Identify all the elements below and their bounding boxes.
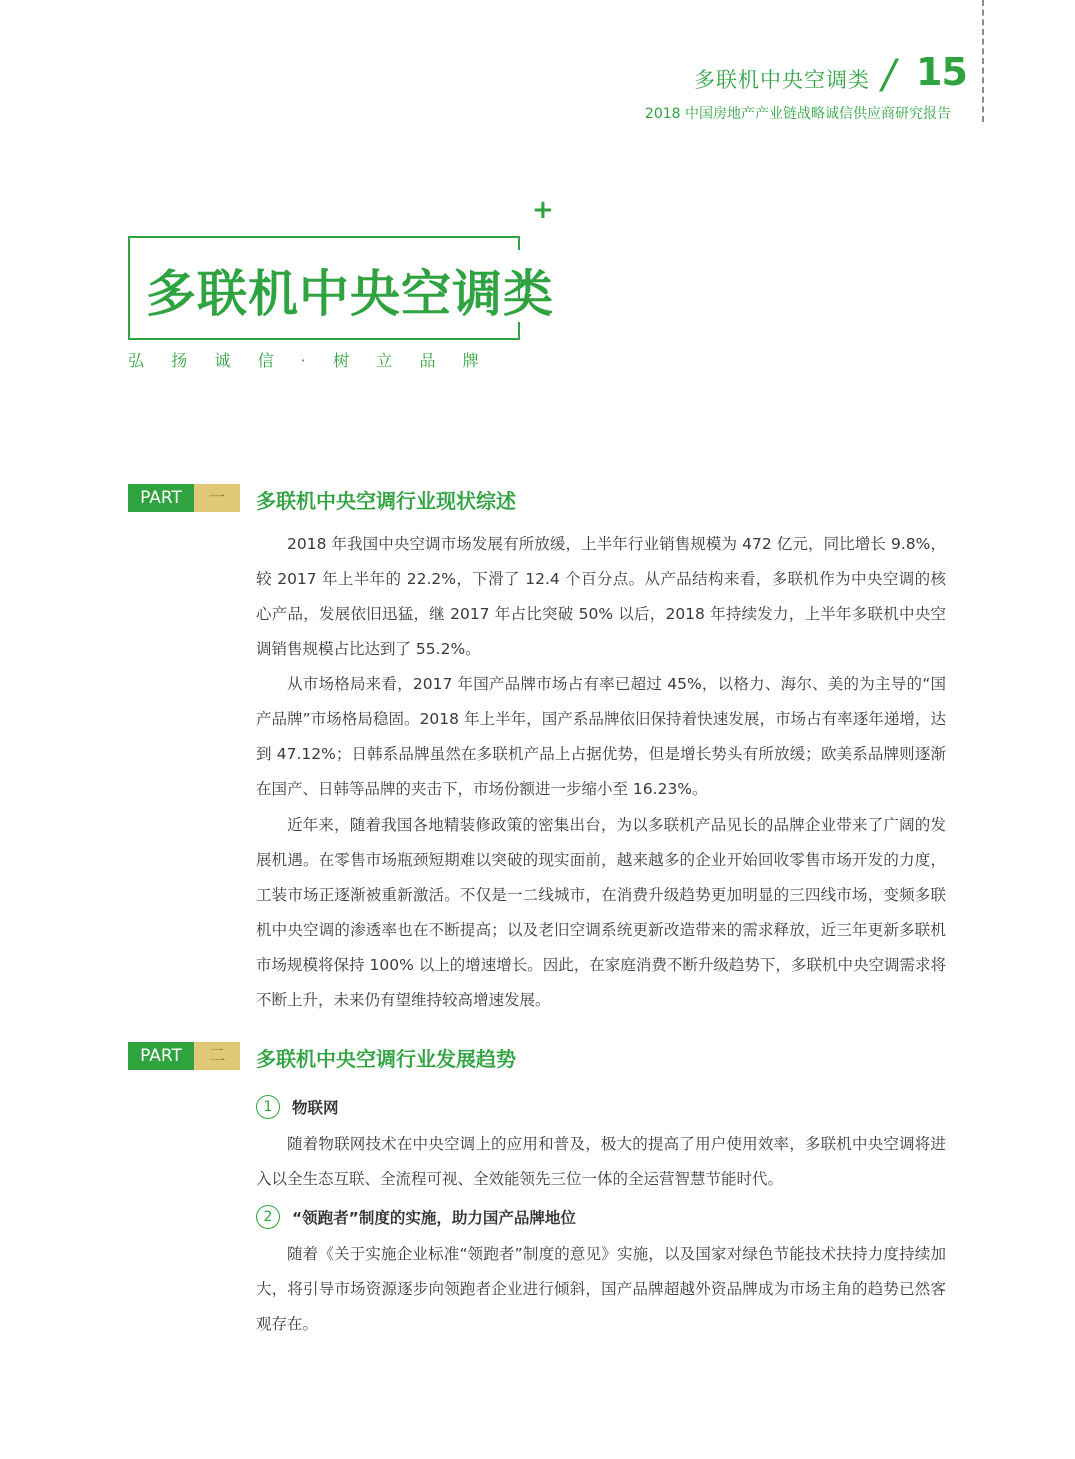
section-title-1: 多联机中央空调行业现状综述 [256, 489, 516, 513]
subsection-heading-2 [256, 1204, 576, 1230]
page-number: 15 [916, 50, 967, 94]
part-label: PART [128, 1042, 194, 1070]
part-number: 二 [194, 1042, 240, 1070]
subsection-heading-1 [256, 1094, 339, 1120]
paragraph: 从市场格局来看，2017 年国产品牌市场占有率已超过 45%，以格力、海尔、美的为主导的“国产品牌”市场格局稳固。2018 年上半年，国产系品牌依旧保持着快速发展，市场占有率逐年递增，达到 47.12%；日韩系品牌虽然在多联机产品上占据优势，但是增长势头有所放缓；欧美系品牌则逐渐在国产、日韩等品牌的夹击下，市场份额进一步缩小至 16.23%。 [256, 675, 946, 798]
header-slash: / [882, 52, 896, 98]
part-label: PART [128, 484, 194, 512]
plus-icon: + [532, 195, 554, 225]
number-circle-icon: 1 [256, 1095, 280, 1119]
paragraph: 2018 年我国中央空调市场发展有所放缓，上半年行业销售规模为 472 亿元，同比增长 9.8%，较 2017 年上半年的 22.2%，下滑了 12.4 个百分点。从产品结构来看，多联机作为中央空调的核心产品，发展依旧迅猛，继 2017 年占比突破 50% 以后，2018 年持续发力，上半年多联机中央空调销售规模占比达到了 55.2%。 [256, 535, 946, 658]
slogan: 弘扬诚信·树立品牌 [128, 351, 506, 370]
part-tag-1 [128, 484, 240, 512]
number-circle-icon: 2 [256, 1205, 280, 1229]
paragraph: 随着《关于实施企业标准“领跑者”制度的意见》实施，以及国家对绿色节能技术扶持力度持续加大，将引导市场资源逐步向领跑者企业进行倾斜，国产品牌超越外资品牌成为市场主角的趋势已然客观存在。 [256, 1245, 946, 1333]
paragraph: 近年来，随着我国各地精装修政策的密集出台，为以多联机产品见长的品牌企业带来了广阔的发展机遇。在零售市场瓶颈短期难以突破的现实面前，越来越多的企业开始回收零售市场开发的力度，工装市场正逐渐被重新激活。不仅是一二线城市，在消费升级趋势更加明显的三四线市场，变频多联机中央空调的渗透率也在不断提高；以及老旧空调系统更新改造带来的需求释放，近三年更新多联机市场规模将保持 100% 以上的增速增长。因此，在家庭消费不断升级趋势下，多联机中央空调需求将不断上升，未来仍有望维持较高增速发展。 [256, 816, 946, 1009]
part-tag-2 [128, 1042, 240, 1070]
paragraph: 随着物联网技术在中央空调上的应用和普及，极大的提高了用户使用效率，多联机中央空调将进入以全生态互联、全流程可视、全效能领先三位一体的全运营智慧节能时代。 [256, 1135, 946, 1188]
subsection-title: 物联网 [292, 1099, 339, 1117]
report-title: 2018 中国房地产产业链战略诚信供应商研究报告 [644, 106, 951, 122]
chapter-title: 多联机中央空调类 [146, 265, 554, 323]
subsection-title: “领跑者”制度的实施，助力国产品牌地位 [292, 1209, 576, 1227]
header-dashed-rule [982, 0, 984, 122]
header-category: 多联机中央空调类 [694, 68, 870, 92]
part-number: 一 [194, 484, 240, 512]
section-title-2: 多联机中央空调行业发展趋势 [256, 1047, 516, 1071]
